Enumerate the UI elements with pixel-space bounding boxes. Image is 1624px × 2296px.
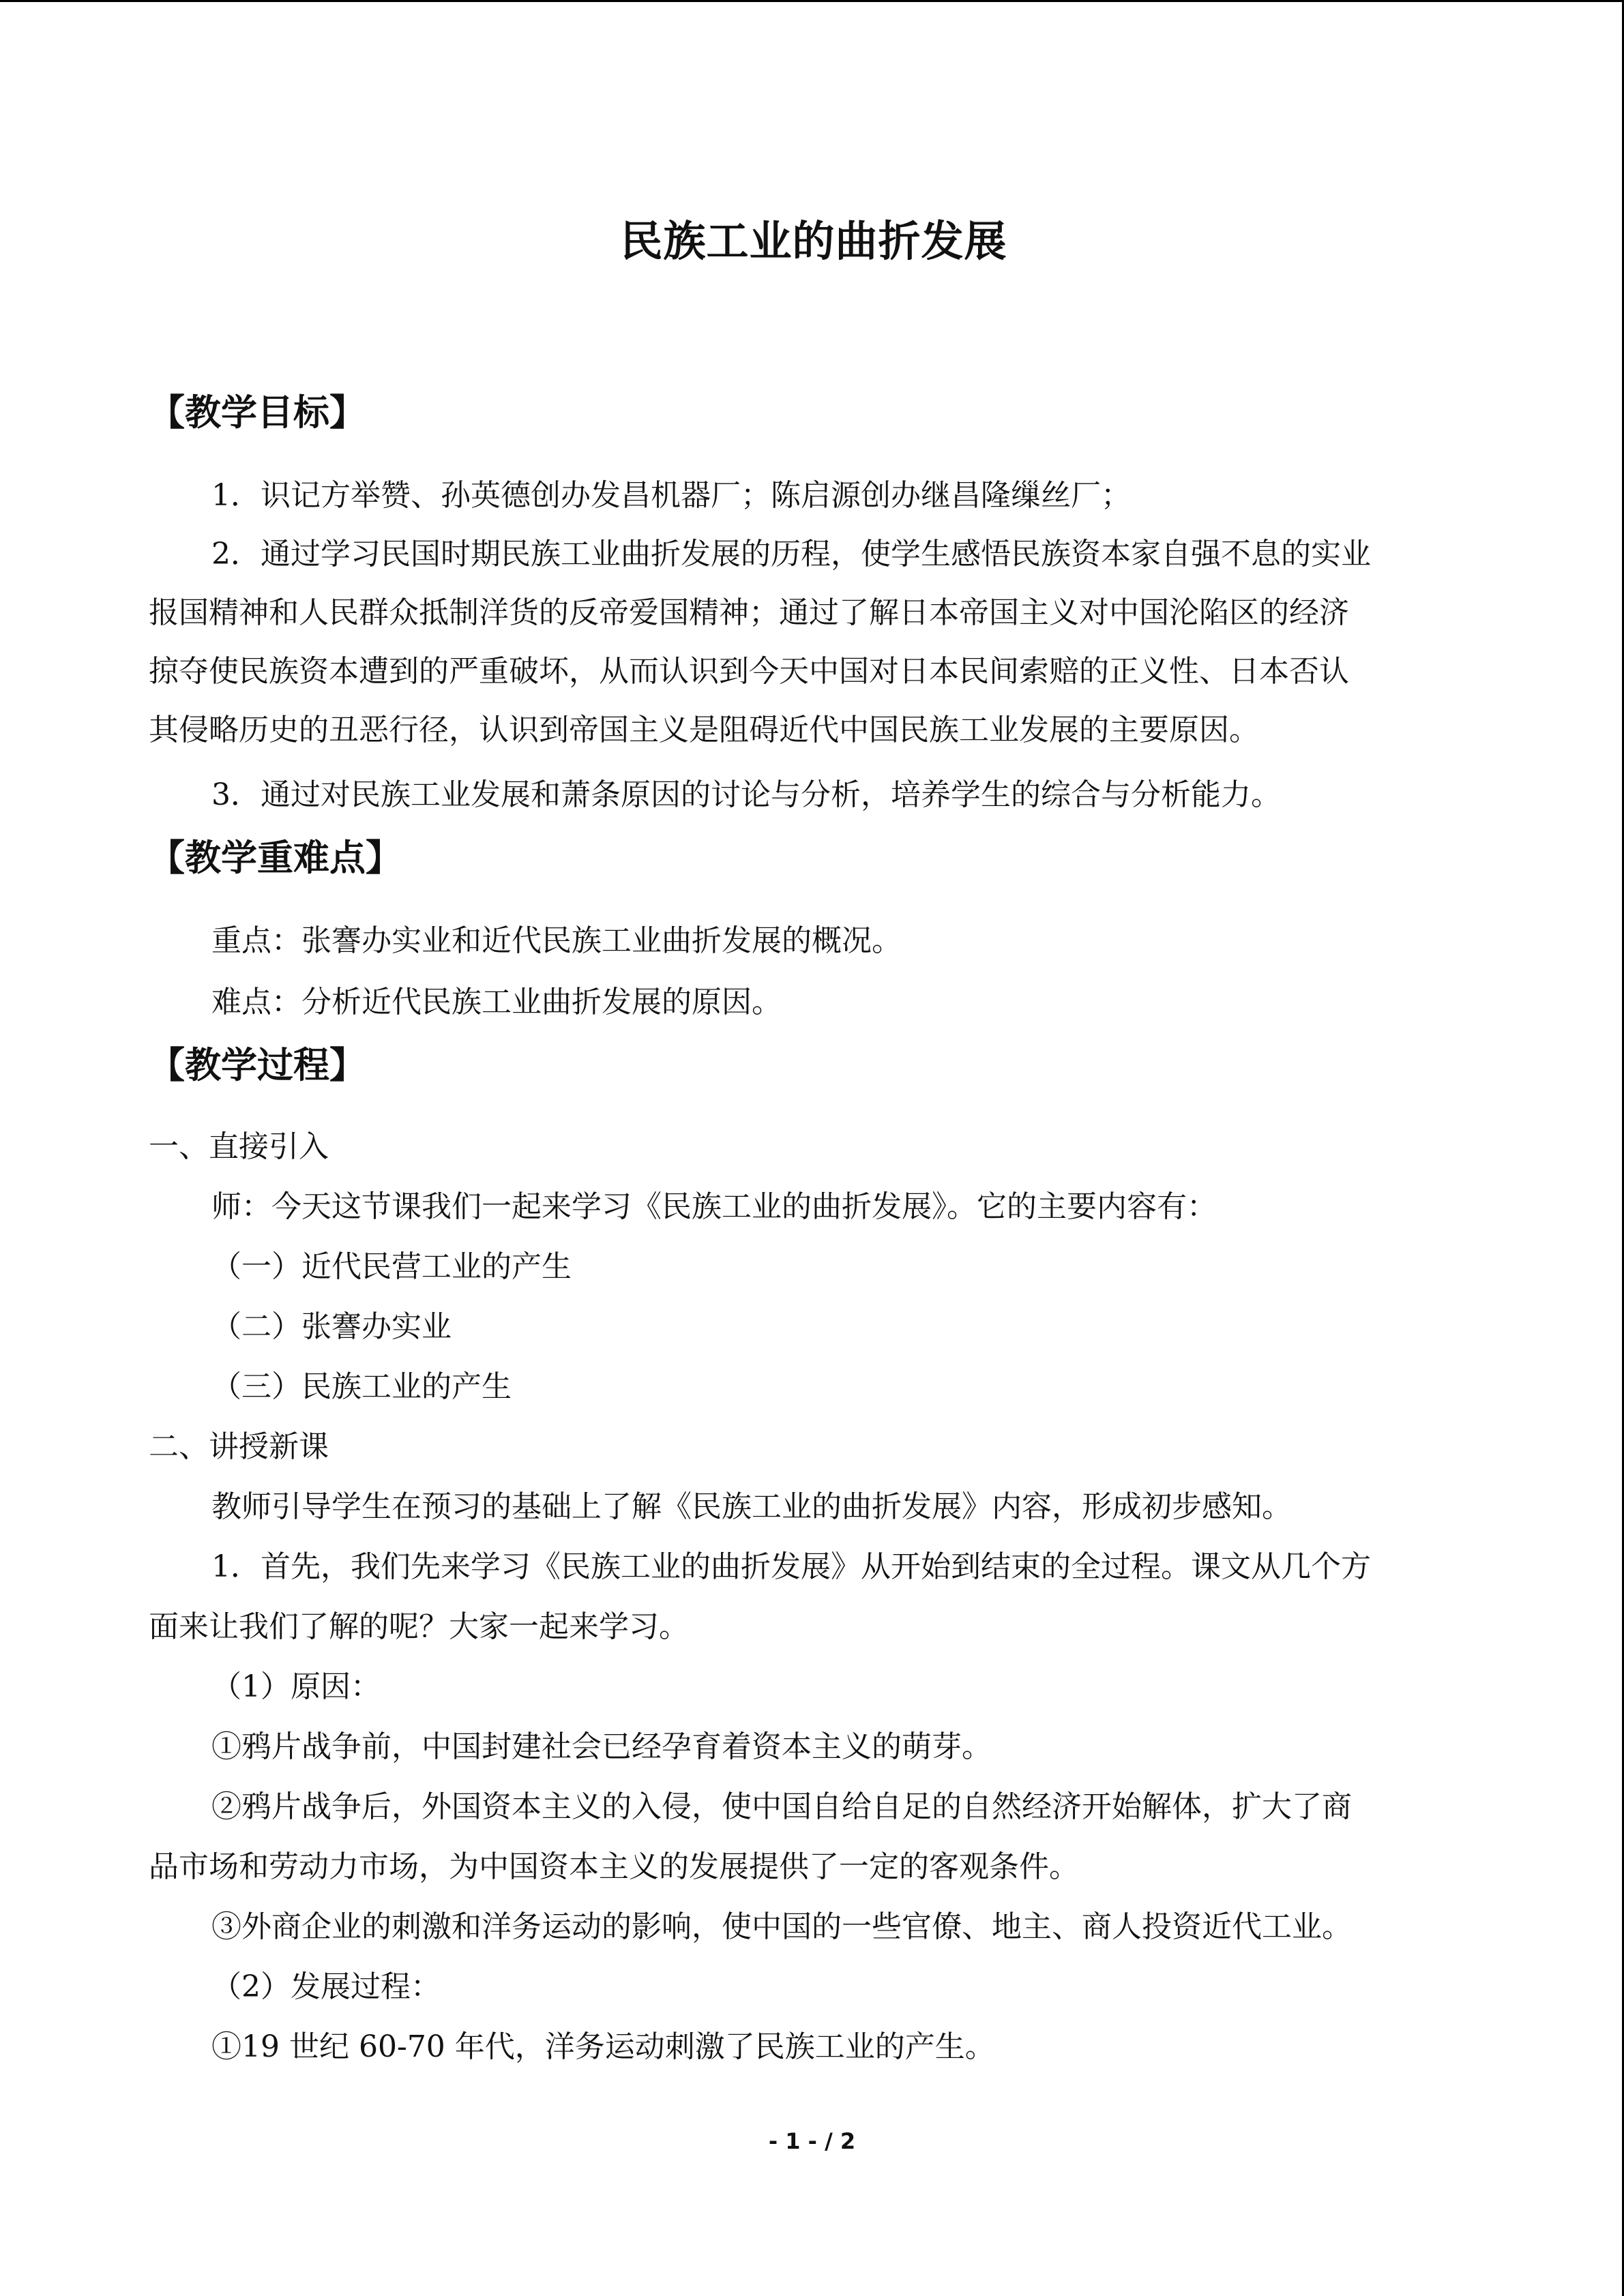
objective-1: 1．识记方举赞、孙英德创办发昌机器厂；陈启源创办继昌隆缫丝厂； bbox=[211, 478, 1131, 513]
objective-2-line-4: 其侵略历史的丑恶行径，认识到帝国主义是阻碍近代中国民族工业发展的主要原因。 bbox=[149, 713, 1259, 747]
document-title: 民族工业的曲折发展 bbox=[620, 216, 1007, 266]
part-1-heading: 一、直接引入 bbox=[149, 1129, 329, 1164]
objective-2-line-2: 报国精神和人民群众抵制洋货的反帝爱国精神；通过了解日本帝国主义对中国沦陷区的经济 bbox=[149, 595, 1349, 630]
objective-2-line-1: 2．通过学习民国时期民族工业曲折发展的历程，使学生感悟民族资本家自强不息的实业 bbox=[211, 537, 1371, 571]
content-item-2: （二）张謇办实业 bbox=[211, 1309, 452, 1344]
section-heading-process: 【教学过程】 bbox=[149, 1045, 366, 1086]
page-number: - 1 - / 2 bbox=[768, 2128, 856, 2154]
cause-heading: （1）原因： bbox=[211, 1669, 381, 1704]
section-heading-keypoints: 【教学重难点】 bbox=[149, 837, 402, 879]
keypoint-text: 重点：张謇办实业和近代民族工业曲折发展的概况。 bbox=[211, 923, 902, 958]
process-1: ①19 世纪 60-70 年代，洋务运动刺激了民族工业的产生。 bbox=[211, 2029, 995, 2064]
step-1-line-1: 1．首先，我们先来学习《民族工业的曲折发展》从开始到结束的全过程。课文从几个方 bbox=[211, 1549, 1371, 1584]
guide-text: 教师引导学生在预习的基础上了解《民族工业的曲折发展》内容，形成初步感知。 bbox=[211, 1489, 1292, 1524]
part-2-heading: 二、讲授新课 bbox=[149, 1429, 329, 1464]
cause-2-line-2: 品市场和劳动力市场，为中国资本主义的发展提供了一定的客观条件。 bbox=[149, 1849, 1079, 1884]
objective-3: 3．通过对民族工业发展和萧条原因的讨论与分析，培养学生的综合与分析能力。 bbox=[211, 777, 1281, 812]
difficulty-text: 难点：分析近代民族工业曲折发展的原因。 bbox=[211, 985, 782, 1019]
section-heading-objectives: 【教学目标】 bbox=[149, 392, 366, 434]
cause-2-line-1: ②鸦片战争后，外国资本主义的入侵，使中国自给自足的自然经济开始解体，扩大了商 bbox=[211, 1789, 1352, 1824]
objective-2-line-3: 掠夺使民族资本遭到的严重破坏，从而认识到今天中国对日本民间索赔的正义性、日本否认 bbox=[149, 654, 1349, 689]
cause-1: ①鸦片战争前，中国封建社会已经孕育着资本主义的萌芽。 bbox=[211, 1729, 992, 1764]
step-1-line-2: 面来让我们了解的呢？大家一起来学习。 bbox=[149, 1609, 689, 1644]
content-item-3: （三）民族工业的产生 bbox=[211, 1369, 512, 1404]
intro-text: 师：今天这节课我们一起来学习《民族工业的曲折发展》。它的主要内容有： bbox=[211, 1189, 1217, 1224]
content-item-1: （一）近代民营工业的产生 bbox=[211, 1249, 572, 1284]
process-sub-heading: （2）发展过程： bbox=[211, 1969, 441, 2004]
cause-3: ③外商企业的刺激和洋务运动的影响，使中国的一些官僚、地主、商人投资近代工业。 bbox=[211, 1909, 1352, 1944]
